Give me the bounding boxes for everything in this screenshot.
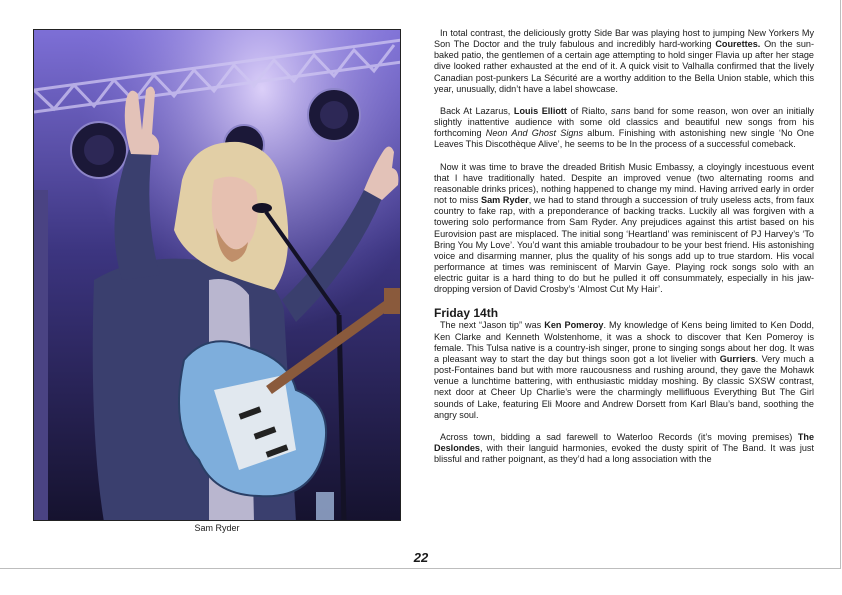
italic-text: sans: [611, 105, 631, 116]
text-run: On the sun-baked patio, the gentlemen of a certain age attempting to hold singer Flavia up after her stage dive looked rather exhausted at the end of it. A quick visit to Valhalla confirmed that the lively Canadian post-punkers La Sécurité are a worthy addition to the Bella Union stable, which this year, unusually, didn’t have a label showcase.: [434, 39, 814, 94]
paragraph: [434, 162, 814, 296]
paragraph: [434, 320, 814, 420]
bold-text: Ken Pomeroy: [544, 320, 604, 331]
text-run: Back At Lazarus,: [440, 105, 514, 116]
text-run: In total contrast, the deliciously grotty Side Bar was playing host to jumping New Yorkers My Son The Doctor and the truly fabulous and incredibly hard-working: [434, 28, 814, 50]
article-body: [434, 28, 814, 476]
article-paragraphs-friday: [434, 320, 814, 465]
italic-text: Neon And Ghost Signs: [485, 128, 584, 139]
paragraph: [434, 432, 814, 465]
text-run: album. Finishing with astonishing new single ‘No One Leaves This Discothèque Alive’, he seems to be In the process of a successful comeback.: [434, 128, 814, 150]
text-run: , we had to stand through a succession of truly useless acts, from faux country to fake rap, with a preponderance of backing tracks. Luckily all was forgiven with a towering solo performance from Sam Ryder. Any prejudices against this artist based on his Eurovision past are misplaced. The initial song ‘Heartland’ was reminiscent of PJ Harvey’s ‘To Bring You My Love’. You’d want this amiable troubadour to be your best friend. His astonishing voice and disarming manner, plus the quality of his songs add up to true stardom. His vocal performance at times was reminiscent of Marvin Gaye. Playing rock songs solo with an electric guitar is a hard thing to do but he pulled it off consummately, especially in his jaw-dropping version of David Crosby’s ‘Almost Cut My Hair’.: [434, 195, 814, 295]
text-run: Across town, bidding a sad farewell to Waterloo Records (it’s moving premises): [440, 431, 798, 442]
concert-photo: [33, 29, 401, 521]
page-number: 22: [413, 550, 429, 565]
photo-caption: Sam Ryder: [194, 523, 240, 533]
text-run: , with their languid harmonies, evoked the dusty spirit of The Band. It was just blissful and rather poignant, as they’d had a long association with the: [434, 443, 814, 465]
bold-text: Courettes.: [715, 39, 761, 50]
paragraph: [434, 106, 814, 151]
section-heading: Friday 14th: [434, 306, 499, 321]
text-run: The next “Jason tip” was: [440, 320, 545, 331]
text-run: . My knowledge of Kens being limited to Ken Dodd, Ken Clarke and Kenneth Wolstenhome, it was a shock to discover that Ken Pomeroy is female. This Tulsa native is a country-ish singer, prone to singing songs about her dog. It was a pleasant way to start the day but things soon got a lot livelier with: [434, 320, 815, 364]
bold-text: Gurriers: [719, 353, 756, 364]
text-run: . Very much a post-Fontaines band but with more raucousness and rushing around, they gave the Mohawk venue a lunchtime battering, with enthusiastic midday moshing. By classic SXSW contrast, next door at Cheer Up Charlie’s were the charmingly mellifluous Everything But The Girl sounds of Lake, featuring Eli Moore and Andrew Dorsett from Karl Blau’s band, soothing the angry soul.: [434, 353, 814, 420]
paragraph: [434, 28, 814, 95]
article-paragraphs: [434, 28, 814, 295]
bold-text: Sam Ryder: [481, 195, 529, 206]
bold-text: Louis Elliott: [513, 105, 567, 116]
text-run: band for some reason, won over an initially slightly inattentive audience with some old classics and beautiful new songs from his forthcoming: [434, 105, 814, 139]
text-run: of Rialto,: [566, 105, 612, 116]
bold-text: The Deslondes: [434, 431, 814, 453]
text-run: Now it was time to brave the dreaded British Music Embassy, a cloyingly incestuous event that I have traditionally hated. Despite an improved venue (two alternating rooms and reasonable drinks prices), nothing happened to change my mind. Having arrived early in order not to miss: [434, 161, 814, 206]
